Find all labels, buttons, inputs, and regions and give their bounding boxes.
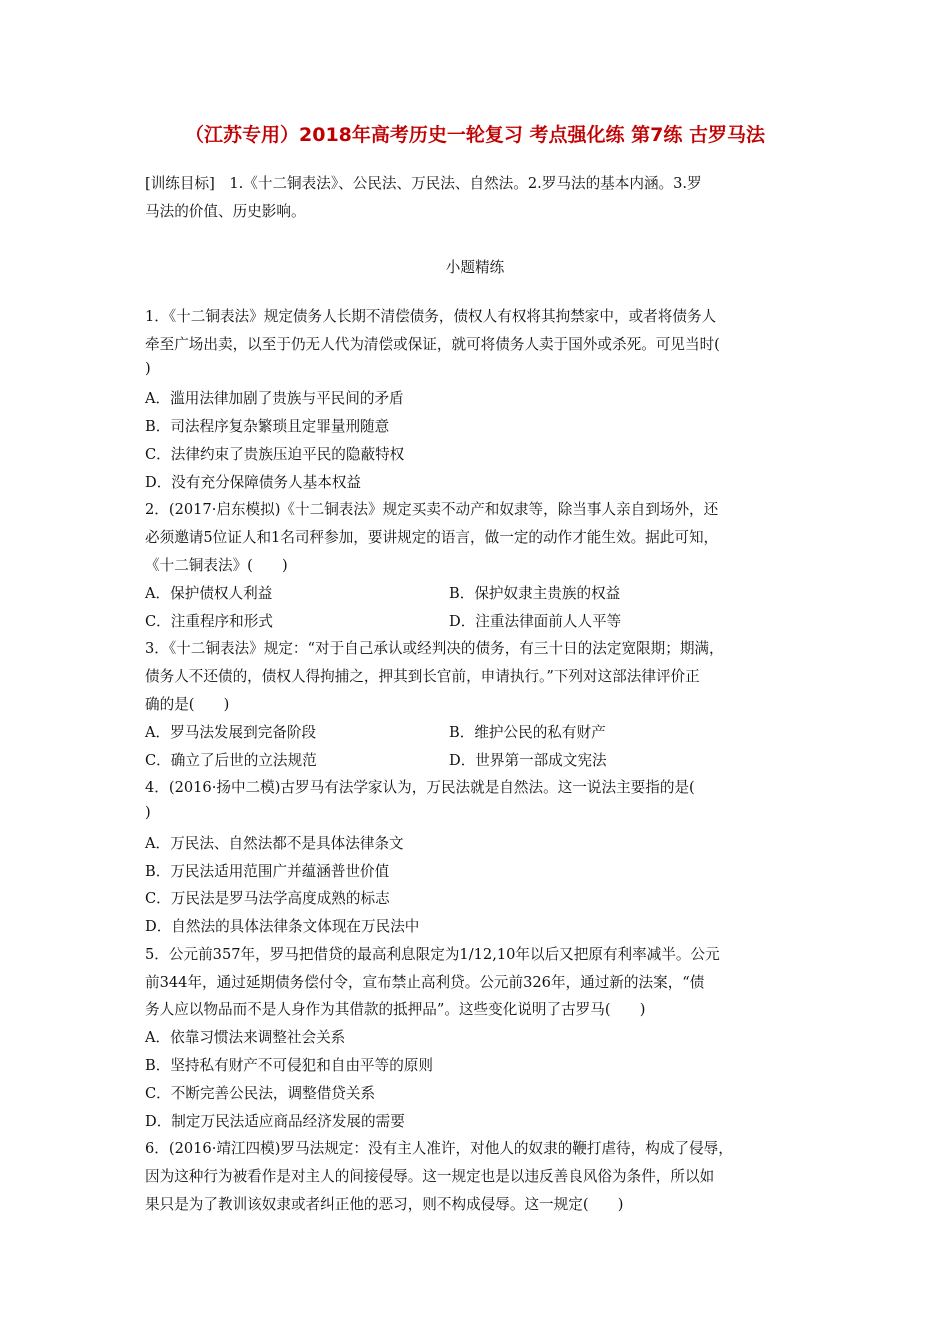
question-1-line-2: 牵至广场出卖，以至于仍无人代为清偿或保证，就可将债务人卖于国外或杀死。可见当时( bbox=[145, 336, 720, 353]
question-2-line-2: 必须邀请5位证人和1名司秤参加，要讲规定的语言，做一定的动作才能生效。据此可知， bbox=[145, 529, 719, 546]
question-4-option-a: A．万民法、自然法都不是具体法律条文 bbox=[145, 835, 404, 852]
question-3-option-b: B．维护公民的私有财产 bbox=[449, 724, 606, 741]
question-5-option-d: D．制定万民法适应商品经济发展的需要 bbox=[145, 1113, 405, 1130]
question-3-line-2: 债务人不还债的，债权人得拘捕之，押其到长官前，申请执行。”下列对这部法律评价正 bbox=[145, 668, 700, 685]
question-2-option-c: C．注重程序和形式 bbox=[145, 613, 273, 630]
question-2-line-1: 2．(2017·启东模拟)《十二铜表法》规定买卖不动产和奴隶等，除当事人亲自到场外，还 bbox=[145, 501, 719, 518]
question-2-option-b: B．保护奴隶主贵族的权益 bbox=[449, 585, 621, 602]
document-title: （江苏专用）2018年高考历史一轮复习 考点强化练 第7练 古罗马法 bbox=[185, 124, 765, 146]
question-5-line-2: 前344年，通过延期债务偿付令，宣布禁止高利贷。公元前326年，通过新的法案，“债 bbox=[145, 974, 705, 991]
question-6-line-3: 果只是为了教训该奴隶或者纠正他的恶习，则不构成侵辱。这一规定( ) bbox=[145, 1196, 624, 1213]
question-3-option-a: A．罗马法发展到完备阶段 bbox=[145, 724, 317, 741]
section-title: 小题精练 bbox=[445, 259, 505, 276]
question-1-option-d: D．没有充分保障债务人基本权益 bbox=[145, 474, 362, 491]
question-5-line-1: 5．公元前357年，罗马把借贷的最高利息限定为1/12,10年以后又把原有利率减半。公元 bbox=[145, 946, 720, 963]
question-4-option-c: C．万民法是罗马法学高度成熟的标志 bbox=[145, 890, 390, 907]
question-2-option-a: A．保护债权人利益 bbox=[145, 585, 273, 602]
question-4-option-b: B．万民法适用范围广并蕴涵普世价值 bbox=[145, 863, 390, 880]
question-4-option-d: D．自然法的具体法律条文体现在万民法中 bbox=[145, 918, 420, 935]
question-4-line-1: 4．(2016·扬中二模)古罗马有法学家认为，万民法就是自然法。这一说法主要指的是( bbox=[145, 779, 695, 796]
question-5-option-c: C．不断完善公民法，调整借贷关系 bbox=[145, 1085, 376, 1102]
question-5-line-3: 务人应以物品而不是人身作为其借款的抵押品”。这些变化说明了古罗马( ) bbox=[145, 1001, 646, 1018]
question-3-option-d: D．世界第一部成文宪法 bbox=[449, 752, 607, 769]
question-2-line-3: 《十二铜表法》( ) bbox=[145, 557, 288, 574]
question-6-line-1: 6．(2016·靖江四模)罗马法规定：没有主人准许，对他人的奴隶的鞭打虐待，构成了侵辱， bbox=[145, 1140, 733, 1157]
question-1-option-c: C．法律约束了贵族压迫平民的隐蔽特权 bbox=[145, 446, 405, 463]
question-1-line-3: ) bbox=[145, 360, 151, 377]
question-5-option-a: A．依靠习惯法来调整社会关系 bbox=[145, 1029, 346, 1046]
question-1-option-b: B．司法程序复杂繁琐且定罪量刑随意 bbox=[145, 418, 390, 435]
question-1-option-a: A．滥用法律加剧了贵族与平民间的矛盾 bbox=[145, 390, 404, 407]
question-3-option-c: C．确立了后世的立法规范 bbox=[145, 752, 317, 769]
question-3-line-1: 3．《十二铜表法》规定：“对于自己承认或经判决的债务，有三十日的法定宽限期；期满， bbox=[145, 640, 724, 657]
question-1-line-1: 1．《十二铜表法》规定债务人长期不清偿债务，债权人有权将其拘禁家中，或者将债务人 bbox=[145, 308, 717, 325]
question-4-line-2: ) bbox=[145, 804, 151, 821]
training-goal-line-1: [训练目标] 1.《十二铜表法》、公民法、万民法、自然法。2.罗马法的基本内涵。3.罗 bbox=[145, 175, 702, 192]
question-5-option-b: B．坚持私有财产不可侵犯和自由平等的原则 bbox=[145, 1057, 434, 1074]
question-6-line-2: 因为这种行为被看作是对主人的间接侵辱。这一规定也是以违反善良风俗为条件，所以如 bbox=[145, 1168, 715, 1185]
training-goal-line-2: 马法的价值、历史影响。 bbox=[145, 203, 306, 220]
question-2-option-d: D．注重法律面前人人平等 bbox=[449, 613, 622, 630]
question-3-line-3: 确的是( ) bbox=[145, 696, 230, 713]
